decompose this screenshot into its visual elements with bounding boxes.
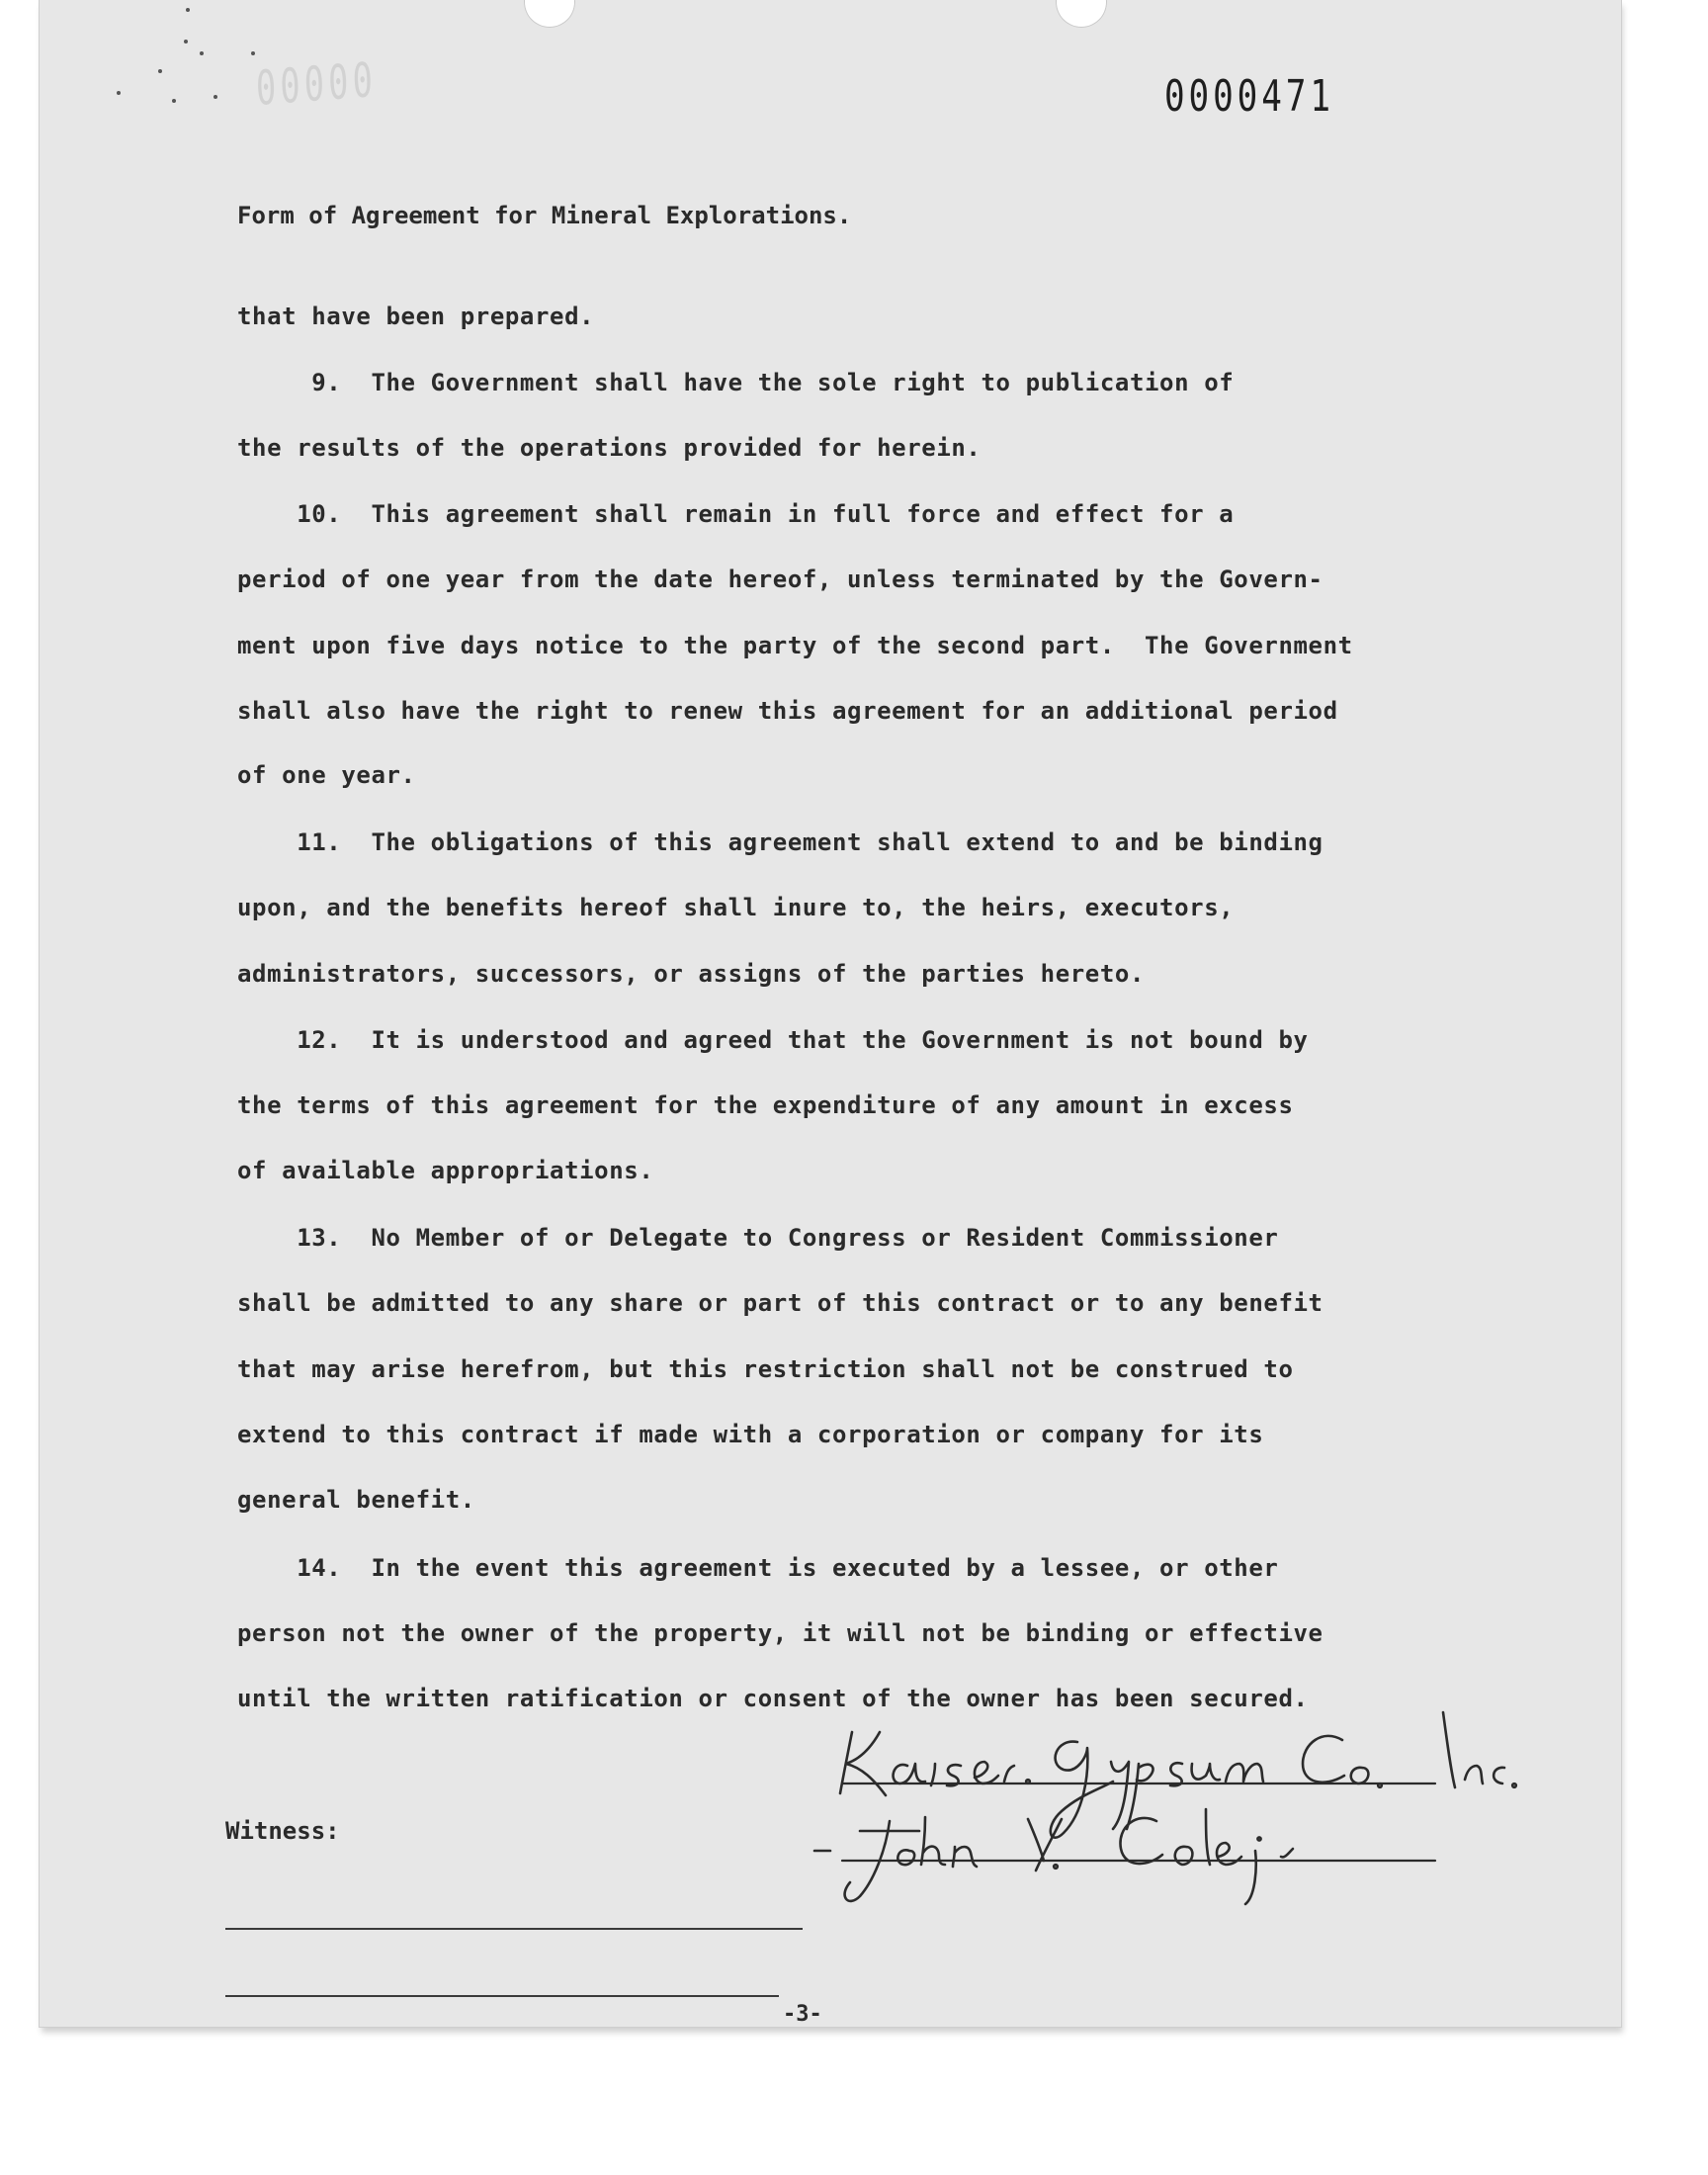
body-line: person not the owner of the property, it will not be binding or effective — [237, 1619, 1324, 1647]
body-line: the terms of this agreement for the expenditure of any amount in excess — [237, 1091, 1294, 1119]
page-number: -3- — [783, 2002, 822, 2027]
body-line: 10. This agreement shall remain in full force and effect for a — [237, 500, 1235, 528]
handwritten-signature — [791, 1702, 1562, 1940]
body-line: period of one year from the date hereof, unless terminated by the Govern- — [237, 566, 1324, 593]
ink-speck — [200, 51, 204, 55]
ink-speck — [184, 40, 188, 44]
document-page — [40, 0, 1621, 2027]
body-line: that have been prepared. — [237, 303, 595, 330]
ink-speck — [251, 51, 255, 55]
body-line: ment upon five days notice to the party of the second part. The Government — [237, 632, 1353, 659]
body-line: of available appropriations. — [237, 1157, 654, 1184]
body-line: 13. No Member of or Delegate to Congress or Resident Commissioner — [237, 1224, 1279, 1252]
body-line: administrators, successors, or assigns of the parties hereto. — [237, 960, 1146, 988]
body-line: 11. The obligations of this agreement shall extend to and be binding — [237, 828, 1324, 856]
punch-hole-left — [524, 0, 575, 28]
document-stamp-number: 0000471 — [1164, 71, 1334, 122]
faded-stamp-number: 00000 — [255, 51, 379, 117]
body-line: 14. In the event this agreement is executed by a lessee, or other — [237, 1554, 1279, 1582]
body-line: until the written ratification or consent of the owner has been secured. — [237, 1685, 1309, 1712]
body-line: upon, and the benefits hereof shall inure to, the heirs, executors, — [237, 894, 1235, 921]
body-line: extend to this contract if made with a corporation or company for its — [237, 1421, 1264, 1448]
ink-speck — [172, 99, 176, 103]
body-line: that may arise herefrom, but this restriction shall not be construed to — [237, 1355, 1294, 1383]
witness-signature-line — [225, 1995, 779, 1997]
body-line: 9. The Government shall have the sole right to publication of — [237, 369, 1235, 396]
form-title: Form of Agreement for Mineral Explorations. — [237, 202, 852, 229]
ink-speck — [214, 95, 217, 99]
witness-signature-line — [225, 1928, 803, 1930]
body-line: 12. It is understood and agreed that the Government is not bound by — [237, 1026, 1309, 1054]
ink-speck — [186, 8, 190, 12]
body-line: shall be admitted to any share or part of this contract or to any benefit — [237, 1289, 1324, 1317]
punch-hole-right — [1056, 0, 1107, 28]
body-line: shall also have the right to renew this agreement for an additional period — [237, 697, 1338, 725]
body-line: general benefit. — [237, 1486, 475, 1514]
witness-label: Witness: — [225, 1817, 340, 1845]
body-line: the results of the operations provided for herein. — [237, 434, 982, 462]
ink-speck — [158, 69, 162, 73]
ink-speck — [117, 91, 121, 95]
body-line: of one year. — [237, 761, 416, 789]
